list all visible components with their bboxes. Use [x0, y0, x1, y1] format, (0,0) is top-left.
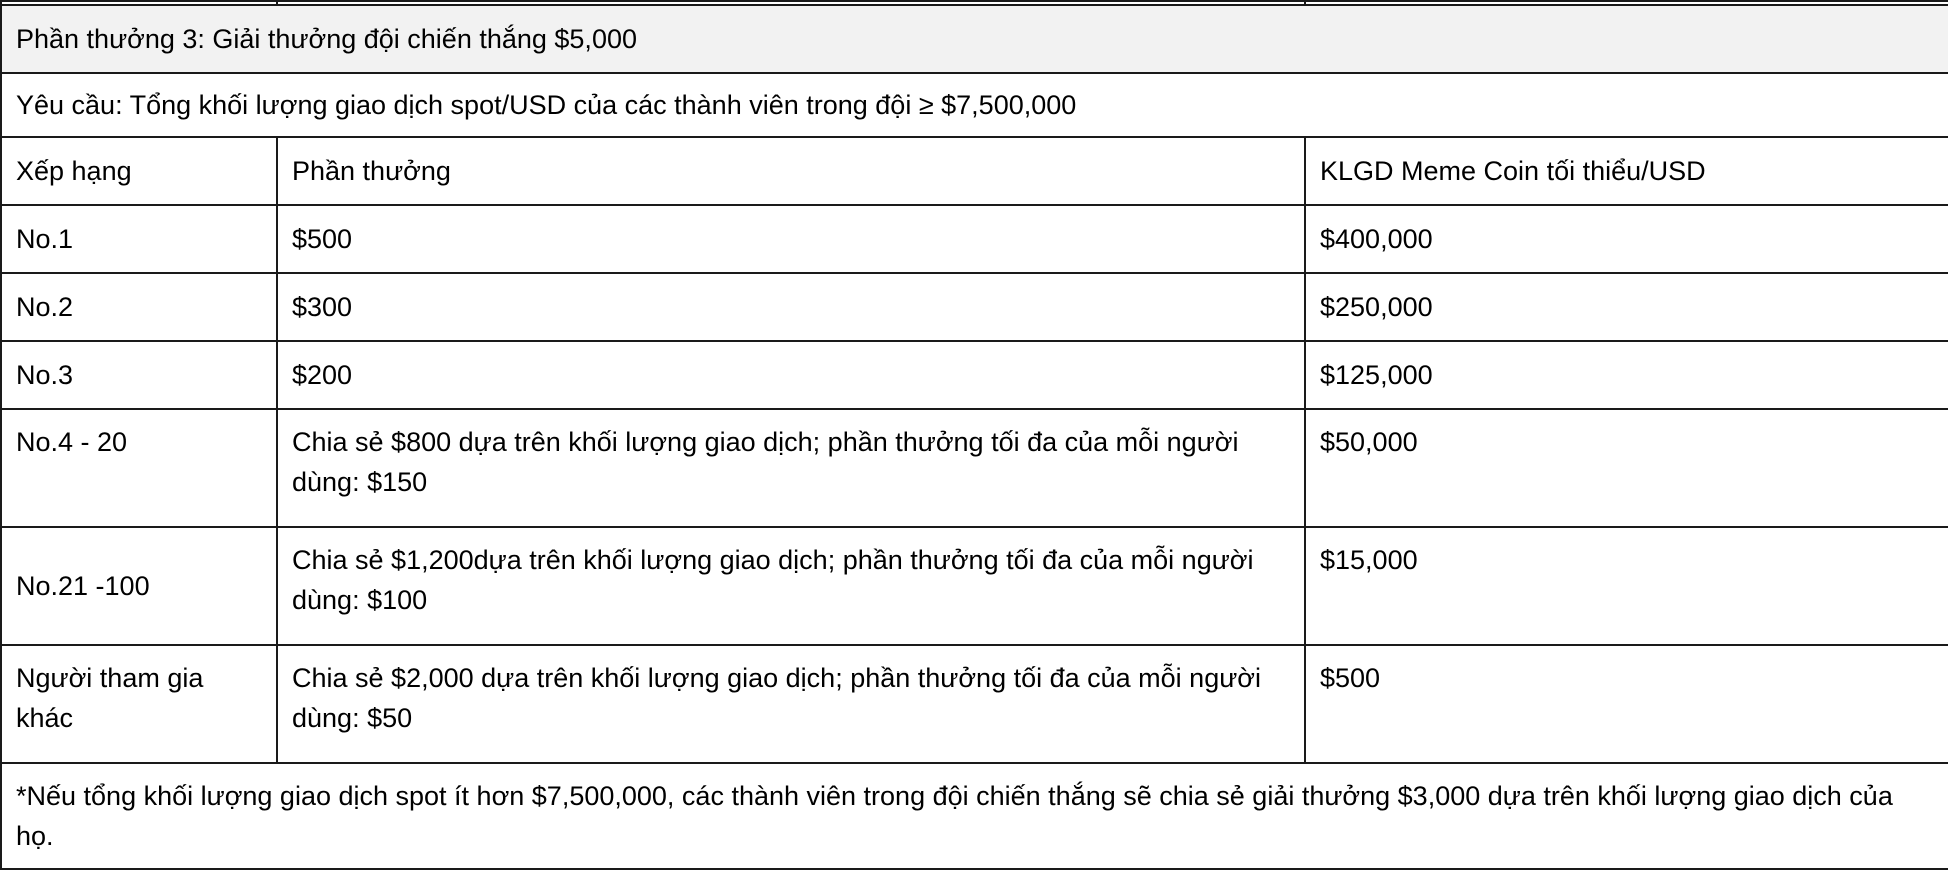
table-row	[1, 527, 1948, 645]
table-row	[1, 341, 1948, 409]
reward-cell: $200	[277, 341, 1305, 409]
min-volume-cell: $125,000	[1305, 341, 1948, 409]
min-volume-cell: $15,000	[1305, 527, 1948, 645]
reward-cell: Chia sẻ $2,000 dựa trên khối lượng giao dịch; phần thưởng tối đa của mỗi người dùng: $50	[277, 645, 1305, 763]
footnote-text: *Nếu tổng khối lượng giao dịch spot ít hơn $7,500,000, các thành viên trong đội chiến thắng sẽ chia sẻ giải thưởng $3,000 dựa trên khối lượng giao dịch của họ.	[1, 763, 1948, 869]
min-volume-cell: $250,000	[1305, 273, 1948, 341]
min-volume-cell: $400,000	[1305, 205, 1948, 273]
reward-cell: $500	[277, 205, 1305, 273]
table-title-row	[1, 5, 1948, 73]
reward-cell: $300	[277, 273, 1305, 341]
table-row	[1, 273, 1948, 341]
reward-cell: Chia sẻ $1,200dựa trên khối lượng giao dịch; phần thưởng tối đa của mỗi người dùng: $100	[277, 527, 1305, 645]
rank-cell: No.1	[1, 205, 277, 273]
footnote-row	[1, 763, 1948, 869]
rank-cell: Người tham gia khác	[1, 645, 277, 763]
rank-cell: No.2	[1, 273, 277, 341]
rank-cell: No.4 - 20	[1, 409, 277, 527]
min-volume-cell: $500	[1305, 645, 1948, 763]
header-rank: Xếp hạng	[1, 137, 277, 205]
requirement-row	[1, 73, 1948, 137]
table-row	[1, 205, 1948, 273]
header-reward: Phần thưởng	[277, 137, 1305, 205]
rank-cell: No.3	[1, 341, 277, 409]
reward-cell: Chia sẻ $800 dựa trên khối lượng giao dịch; phần thưởng tối đa của mỗi người dùng: $150	[277, 409, 1305, 527]
table-row	[1, 645, 1948, 763]
header-row	[1, 137, 1948, 205]
requirement-text: Yêu cầu: Tổng khối lượng giao dịch spot/USD của các thành viên trong đội ≥ $7,500,000	[1, 73, 1948, 137]
table-title: Phần thưởng 3: Giải thưởng đội chiến thắng $5,000	[1, 5, 1948, 73]
table-row	[1, 409, 1948, 527]
rank-cell: No.21 -100	[1, 527, 277, 645]
min-volume-cell: $50,000	[1305, 409, 1948, 527]
header-min-volume: KLGD Meme Coin tối thiểu/USD	[1305, 137, 1948, 205]
